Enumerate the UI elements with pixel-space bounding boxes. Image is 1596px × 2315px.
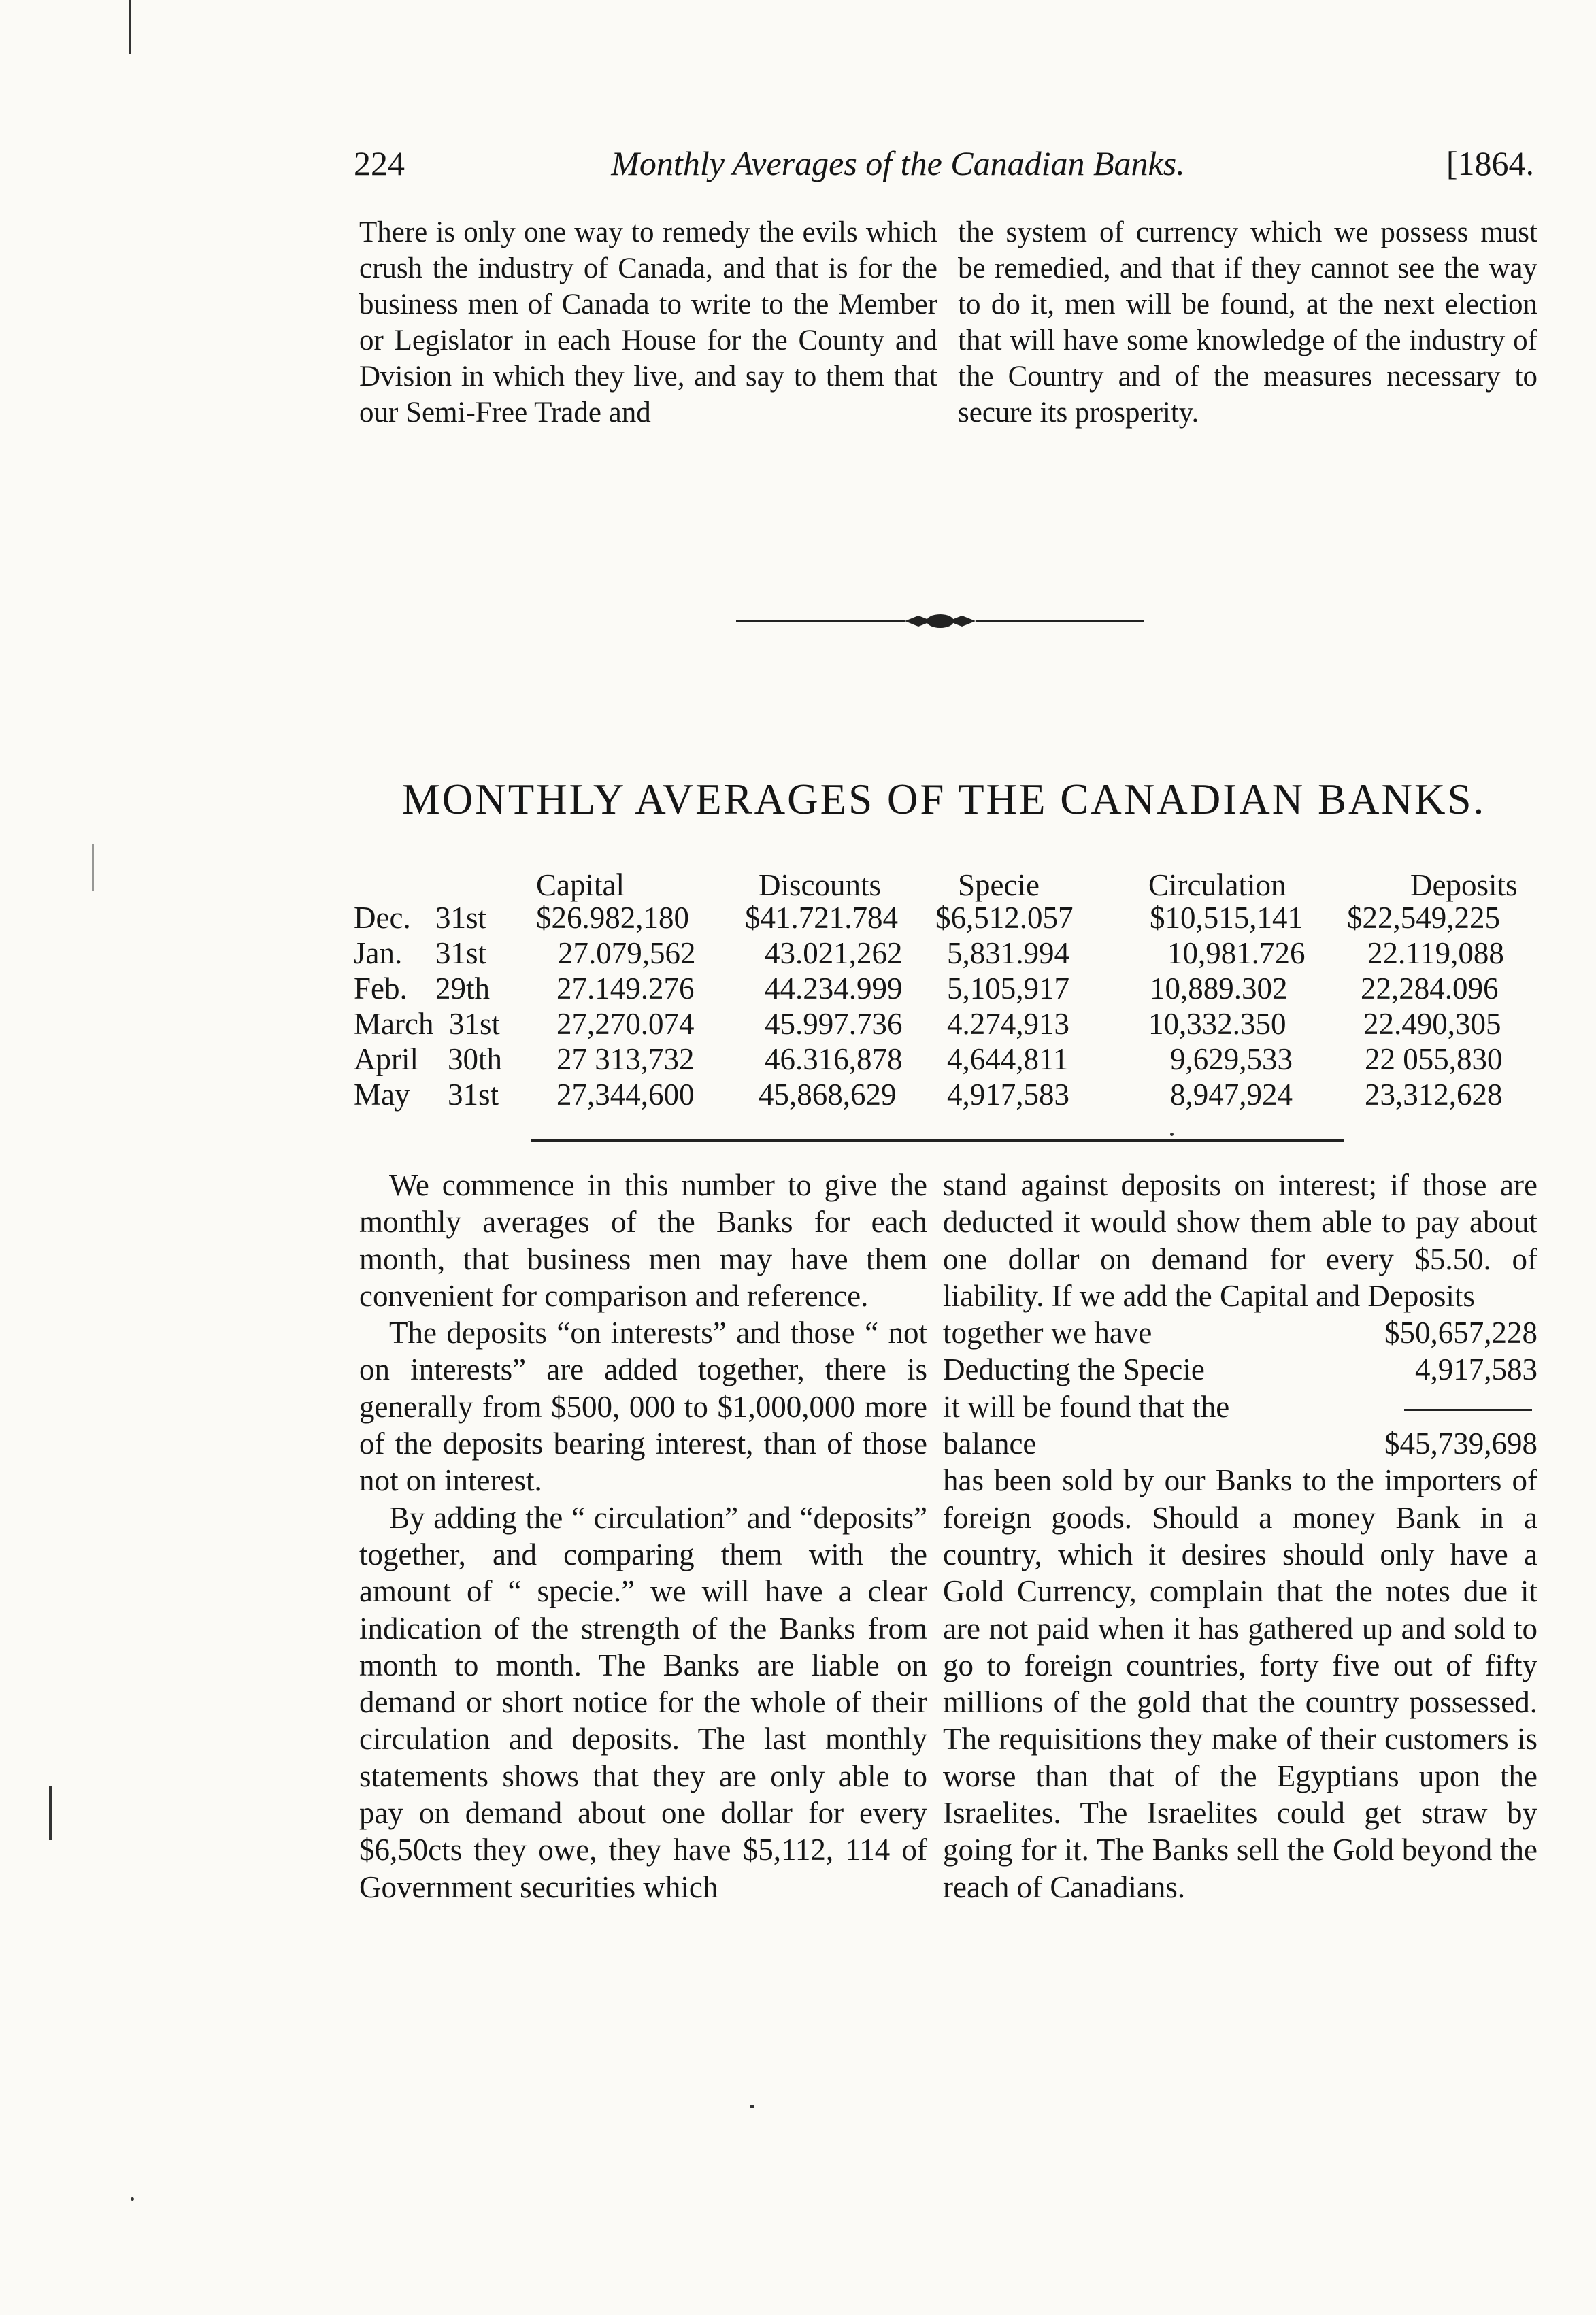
cell-deposits: 22 055,830 [1365, 1042, 1503, 1076]
row-month: March [354, 1007, 434, 1041]
row-month: Jan. [354, 936, 403, 970]
scan-mark [49, 1786, 52, 1840]
sum-label: together we have [943, 1316, 1152, 1350]
cell-capital: 27 313,732 [556, 1042, 695, 1076]
article-right-column [943, 1167, 1537, 1905]
cell-circulation: 10,981.726 [1167, 936, 1306, 970]
scan-mark [129, 0, 131, 54]
ornamental-divider [736, 611, 1144, 631]
cell-specie: 4,917,583 [947, 1078, 1069, 1112]
cell-discounts: 46.316,878 [765, 1042, 903, 1076]
row-month: May [354, 1078, 410, 1112]
page-number: 224 [354, 144, 405, 182]
row-day: 31st [435, 901, 487, 935]
cell-deposits: 23,312,628 [1365, 1078, 1503, 1112]
table-row [354, 1006, 1534, 1042]
cell-discounts: $41.721.784 [745, 901, 898, 935]
paragraph: has been sold by our Banks to the importers of foreign goods. Should a money Bank in a country, which it desires should only have a Gold Currency, complain that the notes due it are not paid when it has gathered up and sold to go to foreign countries, forty five out of fifty millions of the gold that the country possessed. The requisitions they make of their customers is worse than that of the Egyptians upon the Israelites. The Israelites could get straw by going for it. The Banks sell the Gold beyond the reach of Canadians. [943, 1463, 1537, 1904]
running-title: Monthly Averages of the Canadian Banks. [611, 144, 1185, 182]
scan-mark [131, 2197, 134, 2201]
row-day: 30th [448, 1042, 503, 1076]
sum-row [943, 1388, 1537, 1425]
preceding-article-left-column [359, 214, 937, 431]
cell-specie: $6,512.057 [935, 901, 1074, 935]
cell-circulation: 8,947,924 [1170, 1078, 1293, 1112]
paragraph: stand against deposits on interest; if those are deducted it would show them able to pay about one dollar on demand for every $5.50. of liability. If we add the Capital and Deposits [943, 1168, 1537, 1313]
row-month: Feb. [354, 971, 408, 1005]
preceding-article-left-text: There is only one way to remedy the evils which crush the industry of Canada, and that is for the business men of Canada to write to the Member or Legislator in each House for the County and Dvision in which they live, and say to them that our Semi-Free Trade and [359, 216, 937, 429]
paragraph: By adding the “ circulation” and “deposits” together, and comparing them with the amount of “ specie.” we will have a clear indication of the strength of the Banks from month to month. The Banks are liable on demand or short notice for the whole of their circulation and deposits. The last monthly statements shows that they are only able to pay on demand about one dollar for every $6,50cts they owe, they have $5,112, 114 of Government securities which [359, 1500, 927, 1904]
cell-specie: 4.274,913 [947, 1007, 1069, 1041]
cell-capital: 27,344,600 [556, 1078, 695, 1112]
sum-row [943, 1425, 1537, 1462]
table-row [354, 900, 1534, 935]
cell-capital: 27.149.276 [556, 971, 695, 1005]
row-day: 29th [435, 971, 491, 1005]
cell-circulation: $10,515,141 [1150, 901, 1303, 935]
cell-discounts: 43.021,262 [765, 936, 903, 970]
sum-rule [1404, 1409, 1532, 1411]
cell-deposits: 22,284.096 [1361, 971, 1499, 1005]
sum-value: $50,657,228 [1384, 1316, 1537, 1350]
table-row [354, 935, 1534, 971]
cell-deposits: 22.119,088 [1367, 936, 1504, 970]
cell-deposits: 22.490,305 [1363, 1007, 1501, 1041]
table-row [354, 1077, 1534, 1112]
cell-discounts: 45,868,629 [759, 1078, 897, 1112]
running-year: [1864. [1446, 144, 1534, 182]
sum-label: balance [943, 1427, 1037, 1461]
sum-row [943, 1314, 1537, 1351]
row-day: 31st [435, 936, 487, 970]
column-header-capital: Capital [536, 868, 625, 902]
cell-circulation: 10,889.302 [1150, 971, 1288, 1005]
sum-label: it will be found that the [943, 1389, 1230, 1424]
running-head [354, 139, 1534, 187]
cell-circulation: 10,332.350 [1148, 1007, 1286, 1041]
cell-specie: 4,644,811 [947, 1042, 1069, 1076]
row-month: April [354, 1042, 418, 1076]
scan-mark [750, 2105, 754, 2108]
table-bottom-rule [531, 1139, 1344, 1142]
row-month: Dec. [354, 901, 411, 935]
cell-circulation: 9,629,533 [1170, 1042, 1293, 1076]
cell-capital: 27.079,562 [558, 936, 696, 970]
article-left-column [359, 1167, 927, 1905]
paragraph: The deposits “on interests” and those “ not on interests” are added together, there is generally from $500, 000 to $1,000,000 more of the deposits bearing interest, than of those not on interest. [359, 1316, 927, 1498]
cell-discounts: 45.997.736 [765, 1007, 903, 1041]
row-day: 31st [448, 1078, 499, 1112]
cell-discounts: 44.234.999 [765, 971, 903, 1005]
cell-capital: 27,270.074 [556, 1007, 695, 1041]
preceding-article-right-column [958, 214, 1537, 431]
column-header-circulation: Circulation [1148, 868, 1286, 902]
cell-specie: 5,831.994 [947, 936, 1069, 970]
column-header-specie: Specie [958, 868, 1040, 902]
row-day: 31st [449, 1007, 501, 1041]
column-header-discounts: Discounts [759, 868, 881, 902]
sum-value: 4,917,583 [1415, 1352, 1537, 1387]
cell-specie: 5,105,917 [947, 971, 1069, 1005]
column-header-deposits: Deposits [1410, 868, 1518, 902]
table-row [354, 971, 1534, 1006]
section-title: MONTHLY AVERAGES OF THE CANADIAN BANKS. [401, 776, 1486, 823]
cell-deposits: $22,549,225 [1347, 901, 1500, 935]
sum-row [943, 1351, 1537, 1388]
cell-capital: $26.982,180 [536, 901, 689, 935]
preceding-article-right-text: the system of currency which we possess must be remedied, and that if they cannot see the way to do it, men will be found, at the next election that will have some knowledge of the industry of the Country and of the measures necessary to secure its prosperity. [958, 216, 1537, 429]
sum-label: Deducting the Specie [943, 1352, 1205, 1387]
table-header [354, 867, 1534, 903]
sum-value: $45,739,698 [1384, 1427, 1537, 1461]
paragraph: We commence in this number to give the monthly averages of the Banks for each month, that business men may have them convenient for comparison and reference. [359, 1168, 927, 1313]
table-row [354, 1042, 1534, 1077]
scan-mark [1170, 1133, 1174, 1136]
scan-mark [92, 844, 94, 891]
